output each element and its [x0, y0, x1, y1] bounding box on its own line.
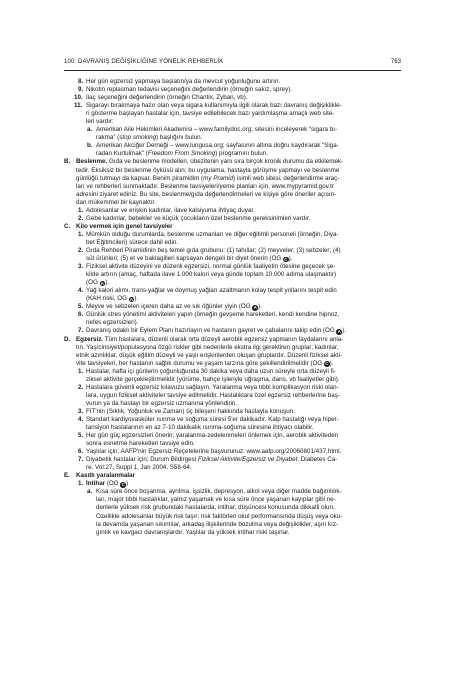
text-line — [64, 167, 401, 175]
line-text: nefes egzersizleri). — [86, 319, 139, 327]
evidence-grade-icon: C — [284, 256, 288, 262]
line-text: Özellikle adolesanlar büyük risk taşır; risk faktörleri okul performansında düşüş veya oku- — [96, 512, 343, 520]
line-text: Fiziksel aktivite düzeyini ve düzenli egzersizi, normal günlük faaliyetin ötesine geçecek şe- — [86, 263, 336, 271]
line-text: İntihar (ÖG C) — [86, 480, 129, 488]
line-text: vite tavsiyeleri, her hastanın sağlık durumu ve yaşam tarzına göre şekillendirilmelidir (ÖG C). — [76, 359, 334, 367]
list-marker: 1. — [78, 367, 84, 375]
text-line — [64, 255, 401, 263]
line-text: bet Eğitmcileri) sürece dahil edin. — [86, 238, 179, 246]
text-line — [64, 94, 401, 102]
line-text: Adolesanlar ve erişkin kadınlar, ilave kalsiyuma ihtiyaç duyar. — [86, 206, 255, 214]
text-line — [64, 352, 401, 360]
line-text: Standart kardiyovasküler ısınma ve soğuma süresi 5'er dakikadır. Kalp hastalığı veya hiper- — [86, 415, 339, 423]
evidence-grade-icon: C — [121, 481, 125, 487]
list-marker: 1. — [78, 480, 84, 488]
text-line — [64, 199, 401, 207]
line-text: Amerikan Akciğer Derneği – www.lungusa.org; sayfasının altına doğru kaydırarak “Siga- — [96, 142, 339, 150]
list-marker: a. — [87, 126, 93, 134]
text-line — [64, 408, 401, 416]
evidence-grade-icon: C — [325, 361, 329, 367]
text-line — [64, 488, 401, 496]
text-line — [64, 513, 401, 521]
list-marker: 4. — [78, 287, 84, 295]
evidence-grade-icon: A — [253, 304, 257, 310]
text-line — [64, 440, 401, 448]
text-line — [64, 142, 401, 150]
text-line — [64, 529, 401, 537]
line-text: radan Kurtulmak” (Freedom From Smoking) programını bulun. — [96, 150, 268, 158]
line-text: Gıda Rehberi Piramidinin beş temel gıda grubunu: (1) tahıllar; (2) meyveler; (3) sebzeler; (4) — [86, 246, 341, 254]
evidence-grade-icon: A — [129, 296, 134, 302]
line-text: Amerikan Aile Hekimleri Akademisi – www.familydoc.org; sitesini inceleyerek “sigara bı- — [96, 126, 338, 134]
line-text: FIT'nin (Sıklık, Yoğunluk ve Zaman) üç bileşeni hakkında hastayla konuşun. — [86, 407, 295, 415]
text-line — [64, 263, 401, 271]
list-marker: 7. — [78, 327, 84, 335]
line-text: dan mükemmel bir kaynaktır. — [76, 198, 156, 206]
list-marker: 3. — [78, 263, 84, 271]
line-text: vurun ya da hastayı bir egzersiz uzmanına yönlendirin. — [86, 399, 238, 407]
text-line — [64, 311, 401, 319]
list-marker: b. — [87, 142, 93, 150]
document-body — [64, 78, 401, 537]
line-text: re. Vol:27, Suppl 1, Jan 2004, S58-64. — [86, 464, 192, 472]
line-text: kilde artırın (amaç, haftada ilave 1.000 kalori veya günde toplam 10.000 adıma ulaşmaktır) — [86, 271, 337, 279]
line-text: ziksel aktivite gerçekleştirmelidir (yürüme, bahçe işleriyle uğraşma, dans, vb faaliyetler gibi). — [86, 375, 340, 383]
line-text: ları, major tıbbi hastalıklar, yalnız yaşamak ve kısa süre önce yaşanan kayıplar gibi ne- — [96, 496, 336, 504]
line-text: (ÖG A). — [86, 279, 109, 287]
list-marker: 1. — [78, 230, 84, 238]
list-marker: D. — [64, 335, 71, 343]
line-text: Kısa süre önce boşanma, ayrılma, işsizlik, depresyon, alkol veya diğer madde bağımlılık- — [96, 488, 342, 496]
list-marker: 5. — [78, 303, 84, 311]
line-text: Hastalar, hafta içi günlerin çoğunluğunda 30 dakika veya daha uzun süreyle orta düzeyli fi- — [86, 367, 336, 375]
line-text: tedir. Eksiksiz bir beslenme öyküsü alın; bu uygulama, hastayla görüşme yapmayı ve beslenme — [76, 166, 340, 174]
list-marker: 9. — [78, 86, 84, 94]
text-line — [64, 78, 401, 86]
list-marker: 4. — [78, 415, 84, 423]
text-line — [64, 303, 401, 311]
text-line — [64, 86, 401, 94]
list-marker: B. — [64, 158, 71, 166]
list-marker: 6. — [78, 311, 84, 319]
list-marker: C. — [64, 222, 71, 230]
line-text: Günlük stres yönetimi aktiviteleri yapın (örneğin gevşeme hareketleri, kendi kendine hipnoz, — [86, 311, 340, 319]
text-line — [64, 134, 401, 142]
line-text: Davranış odaklı bir Eylem Planı hazırlayın ve hastanın gayret ve çabalarını takip edin (ÖG A). — [86, 327, 346, 335]
text-line — [64, 448, 401, 456]
text-line — [64, 521, 401, 529]
page-number: 763 — [390, 58, 401, 65]
text-line — [64, 464, 401, 472]
line-text: İlaç seçeneğini değerlendirin (örneğin Chantix, Zyban, vb). — [86, 94, 248, 102]
line-text: Diyabetik hastalar için; Durum Bildirgesi Fiziksel Aktivite/Egzersiz ve Diyabet. Diabetes Ca- — [86, 456, 338, 464]
line-text: tansiyon hastalarının en az 7-10 dakikalık ısınma-soğuma süresine ihtiyacı olabilir. — [86, 424, 314, 432]
line-text: (KAH riski, ÖG A). — [86, 295, 139, 303]
text-line — [64, 416, 401, 424]
line-text: Hastalara güvenli egzersiz kılavuzu sağlayın. Yaralanma veya tıbbi komplikasyon riski olan- — [86, 383, 339, 391]
list-marker: 11. — [74, 102, 83, 110]
text-line — [64, 327, 401, 335]
line-text: Nikotin replasman tedavisi seçeneğini değerlendirin (örneğin sakız, sprey). — [86, 86, 293, 94]
line-text: süt ürünleri; (5) et ve baklagilleri kapsayan dengeli bir diyet önerin (ÖG C). — [86, 255, 293, 263]
line-text: ri gösterme başlayan hastalar için, tavsiye edilebilecek bazı yardımlaşma amaçlı web site- — [86, 110, 335, 118]
line-text: ları ve rehberleri sunmaktadır. Beslenme tavsiyeleri/yeme planları için, www.mypyramid.gov.tr — [76, 182, 334, 190]
evidence-grade-icon: A — [100, 280, 104, 286]
text-line — [64, 472, 401, 480]
list-marker: a. — [87, 488, 93, 496]
text-line — [64, 207, 401, 215]
text-line — [64, 271, 401, 279]
text-line — [64, 496, 401, 504]
line-text: Her gün güç egzersizleri önerin; yaralanma-zedelenmeleri önlemek için, aerobik aktiviteden — [86, 432, 339, 440]
text-line — [64, 360, 401, 368]
line-text: günlüğü tutmayı da kapsar. Benim piramidim (my Pramid) isimli web sitesi, değerlendirme araç- — [76, 174, 340, 182]
list-marker: 8. — [78, 78, 84, 85]
line-text: Mümkün olduğu durumlarda, beslenme uzmanları ve diğer eğitimli personeli (örneğin, Diya- — [86, 230, 339, 238]
line-text: gınlık ve kavgacı davranışlardır. Yaşlılar da yüksek intihar riski taşırlar. — [96, 528, 290, 536]
line-text: tın. Yaş/cinsiyet/populasyona özgü riskler gibi nedenlerle ekstra ilgi gerektiren gruplar; kadınlar, — [76, 343, 339, 351]
text-line — [64, 424, 401, 432]
list-marker: 3. — [78, 407, 84, 415]
text-line — [64, 480, 401, 488]
text-line — [64, 175, 401, 183]
line-text: lara, uygun fiziksel aktiviteler tavsiye edilmelidir. Hastalıklara özel egzersiz rehberlerine baş- — [86, 391, 340, 399]
text-line — [64, 504, 401, 512]
list-marker: 10. — [74, 94, 83, 102]
line-text: Yağ kalori alımı, trans-yağlar ve doymuş yağları azaltmanın kolay tespit yollarını tespit edin — [86, 287, 337, 295]
text-line — [64, 150, 401, 158]
text-line — [64, 368, 401, 376]
line-text: sonra esnetme hareketleri tavsiye edin. — [86, 440, 195, 448]
text-line — [64, 376, 401, 384]
text-line — [64, 118, 401, 126]
line-text: Kasıtlı yaralanmalar — [76, 472, 136, 480]
line-text: Egzersiz. Tüm hastalara, düzenli olarak orta düzeyli aerobik egzersiz yapmanın faydalarını anla- — [76, 335, 344, 343]
text-line — [64, 392, 401, 400]
text-line — [64, 384, 401, 392]
page-header — [64, 58, 401, 71]
line-text: Sigarayı bırakmaya hazır olan veya sigara kullanımıyla ilgili olarak bazı davranış değişiklikle- — [86, 102, 342, 110]
list-marker: 1. — [78, 206, 84, 214]
text-line — [64, 239, 401, 247]
text-line — [64, 279, 401, 287]
text-line — [64, 295, 401, 303]
text-line — [64, 183, 401, 191]
list-marker: 7. — [78, 456, 84, 464]
line-text: Yaşlılar için; AAFP'nin Egzersiz Reçetelerine başvurunuz: www.aafp.org/20060801/437.html. — [86, 448, 342, 456]
line-text: Kilo vermek için genel tavsiyeler — [76, 222, 173, 230]
line-text: Her gün egzersiz yapmaya başlatın/ya da mevcut yoğunluğunu artırın. — [86, 78, 281, 85]
line-text: adresini ziyaret ediniz. Bu site, beslenme/gıda değerlendirmeleri ve kişiye göre öneriler açısın- — [76, 190, 337, 198]
line-text: leri vardır: — [86, 118, 114, 126]
text-line — [64, 126, 401, 134]
text-line — [64, 158, 401, 166]
line-text: denlerle yüksek risk grubundaki hastalarda, intihar, düşüncesi konusunda dikkatli olun. — [96, 504, 335, 512]
list-marker: 6. — [78, 448, 84, 456]
text-line — [64, 400, 401, 408]
list-marker: 2. — [78, 246, 84, 254]
text-line — [64, 344, 401, 352]
text-line — [64, 231, 401, 239]
line-text: etnik azınlıklar, düşük eğitim düzeyli ve yaşlı erişkinlerden oluşan gruplardır. Düzenli fiziksel akti- — [76, 351, 343, 359]
evidence-grade-icon: A — [337, 329, 341, 335]
text-line — [64, 319, 401, 327]
line-text: rakma” (stop smoking) başlığını bulun. — [96, 134, 203, 142]
list-marker: 2. — [78, 214, 84, 222]
text-line — [64, 191, 401, 199]
text-line — [64, 223, 401, 231]
line-text: Meyve ve sebzeleri içeren daha az ve sık öğünler yiyin (ÖG A). — [86, 303, 262, 311]
running-title: 100: DAVRANIŞ DEĞİŞİKLİĞİNE YÖNELİK REHBERLİK — [64, 58, 224, 65]
text-line — [64, 432, 401, 440]
list-marker: E. — [64, 472, 70, 480]
list-marker: 5. — [78, 432, 84, 440]
line-text: Beslenme. Gıda ve beslenme modelleri, obezitenin yanı sıra birçok kronik durumu da etkilemek- — [76, 158, 344, 166]
text-line — [64, 247, 401, 255]
line-text: Gebe kadınlar, bebekler ve küçük çocukların özel beslenme gereksinimleri vardır. — [86, 214, 311, 222]
text-line — [64, 110, 401, 118]
list-marker: 2. — [78, 383, 84, 391]
line-text: la devamda yaşanan sıkıntılar, arkadaş ilişkilerinde bozulma veya değişiklikler, aşırı kız- — [96, 520, 339, 528]
text-line — [64, 102, 401, 110]
text-line — [64, 456, 401, 464]
text-line — [64, 336, 401, 344]
text-line — [64, 215, 401, 223]
text-line — [64, 287, 401, 295]
